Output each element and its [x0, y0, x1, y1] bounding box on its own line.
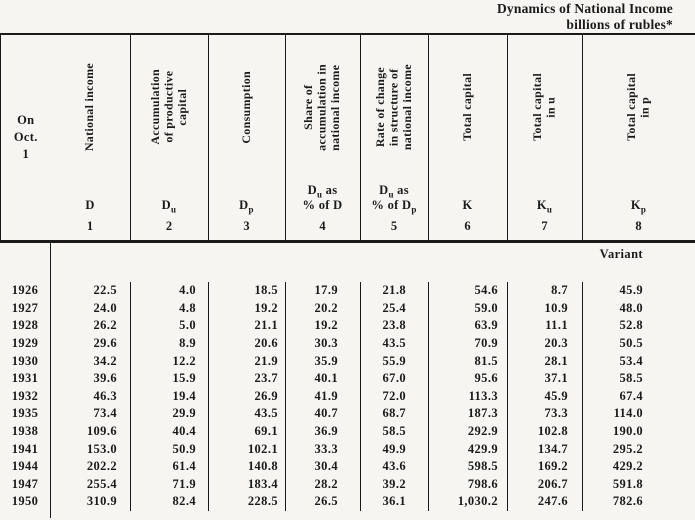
value-cell-col1: 26.2 [93, 318, 117, 333]
year-cell: 1927 [0, 300, 51, 318]
column-label [461, 73, 475, 141]
value-cell-col8: 295.2 [582, 440, 695, 458]
column-symbol-zone [583, 179, 695, 213]
value-cell-col8: 67.4 [582, 388, 695, 406]
column-label-line: National income [82, 62, 97, 152]
column-symbol-zone [361, 179, 428, 213]
column-symbol-line: % of $D_p$ [371, 198, 417, 215]
year-cell: 1950 [0, 493, 51, 511]
value-cell-col4: 26.5 [285, 493, 360, 511]
year-cell: 1935 [0, 405, 51, 423]
value-cell-col3: 21.1 [208, 317, 285, 335]
rotated-label-zone [51, 35, 130, 179]
column-label-line: Total capital [530, 73, 544, 141]
value-cell-col8: 52.8 [582, 317, 695, 335]
value-cell-col5: 67.0 [360, 370, 428, 388]
column-label-line: capital [174, 88, 189, 126]
column-symbol [537, 198, 552, 213]
value-cell-col3: 228.5 [208, 493, 285, 511]
value-cell-col1: 109.6 [86, 424, 117, 439]
variant-spacer [51, 243, 582, 282]
value-cell-col3: 26.9 [208, 388, 285, 406]
value-cell-col5: 23.8 [360, 317, 428, 335]
value-cell-col8: 190.0 [582, 423, 695, 441]
value-cell-col3: 140.8 [208, 458, 285, 476]
column-label-line: Total capital [459, 73, 474, 141]
value-cell-col1: 34.2 [93, 353, 117, 368]
value-cell-col6: 70.9 [428, 335, 507, 353]
year-cell: 1944 [0, 458, 51, 476]
value-cell-col2: 40.4 [130, 423, 208, 441]
table-header-row [0, 33, 695, 243]
column-symbol-line: $D_u$ as [307, 183, 338, 200]
column-symbol-zone [209, 179, 285, 213]
column-label-line: national income [328, 63, 343, 151]
row-header-line: On [17, 113, 35, 127]
value-cell-col6: 113.3 [428, 388, 507, 406]
year-cell: 1947 [0, 476, 51, 494]
column-label-line: in structure of [386, 68, 401, 146]
value-cell-col7: 206.7 [507, 476, 582, 494]
column-label [625, 73, 652, 141]
column-label-line: in p [637, 96, 652, 118]
value-cell-col4: 40.1 [285, 370, 360, 388]
value-cell-col2: 29.9 [130, 405, 208, 423]
value-cell-col7: 169.2 [507, 458, 582, 476]
value-cell-col8: 591.8 [582, 476, 695, 494]
title-line-1: Dynamics of National Income [496, 1, 673, 16]
column-number: 6 [464, 218, 471, 233]
table-row-1926 [0, 282, 695, 300]
value-cell-col7: 37.1 [507, 370, 582, 388]
column-number: 4 [319, 218, 326, 233]
column-header-5 [360, 35, 428, 240]
value-cell-col5: 21.8 [360, 282, 428, 300]
value-cell-col4: 30.3 [285, 335, 360, 353]
rotated-label-zone [131, 35, 208, 179]
value-cell-col8: 45.9 [582, 282, 695, 300]
table-row-1947 [0, 476, 695, 494]
column-symbol-line: $D_p$ [239, 198, 254, 215]
rotated-label-zone [209, 35, 285, 179]
value-cell-col2: 12.2 [130, 352, 208, 370]
column-label-line: Accumulation [147, 69, 162, 145]
variant-label: Variant [599, 247, 643, 261]
value-cell-col5: 58.5 [360, 423, 428, 441]
value-cell-col1: 153.0 [86, 441, 117, 456]
year-cell: 1926 [0, 282, 51, 300]
year-cell: 1931 [0, 370, 51, 388]
value-cell-col6: 798.6 [428, 476, 507, 494]
column-symbol [462, 198, 472, 213]
value-cell-col8: 58.5 [582, 370, 695, 388]
value-cell-col6: 187.3 [428, 405, 507, 423]
value-cell-col2: 61.4 [130, 458, 208, 476]
column-symbol-zone [429, 179, 507, 213]
value-cell-col3: 43.5 [208, 405, 285, 423]
table-title [497, 1, 673, 33]
value-cell-col1: 22.5 [93, 283, 117, 298]
value-cell-col8: 782.6 [582, 493, 695, 511]
column-number: 8 [635, 218, 642, 233]
value-cell-col2: 5.0 [130, 317, 208, 335]
value-cell-col3: 21.9 [208, 352, 285, 370]
column-number: 3 [243, 218, 250, 233]
table-row-1941 [0, 440, 695, 458]
value-cell-col7: 45.9 [507, 388, 582, 406]
value-cell-col3: 69.1 [208, 423, 285, 441]
value-cell-col6: 59.0 [428, 300, 507, 318]
row-header-line: 1 [22, 147, 30, 161]
value-cell-col6: 81.5 [428, 352, 507, 370]
column-header-3 [208, 35, 285, 240]
value-cell-col4: 28.2 [285, 476, 360, 494]
column-symbol-zone [131, 179, 208, 213]
column-number: 7 [541, 218, 548, 233]
column-header-1 [51, 35, 130, 240]
value-cell-col5: 43.6 [360, 458, 428, 476]
value-cell-col2: 50.9 [130, 440, 208, 458]
value-cell-col2: 4.0 [130, 282, 208, 300]
value-cell-col4: 41.9 [285, 388, 360, 406]
column-number: 5 [390, 218, 398, 233]
value-cell-col5: 72.0 [360, 388, 428, 406]
value-cell-col2: 71.9 [130, 476, 208, 494]
value-cell-col6: 54.6 [428, 282, 507, 300]
year-column-rule [0, 243, 51, 282]
column-symbol-line: $D_u$ [161, 198, 177, 215]
value-cell-col5: 49.9 [360, 440, 428, 458]
column-symbol-line: $K_u$ [536, 198, 553, 215]
value-cell-col7: 11.1 [507, 317, 582, 335]
column-symbol-line: K [462, 198, 473, 212]
column-header-4 [285, 35, 360, 240]
column-label [149, 69, 190, 145]
table-row-1950 [0, 493, 695, 511]
column-symbol [631, 198, 646, 213]
value-cell-col4: 19.2 [285, 317, 360, 335]
column-header-2 [130, 35, 208, 240]
value-cell-col1: 29.6 [93, 336, 117, 351]
value-cell-col1: 39.6 [93, 371, 117, 386]
column-symbol-zone [286, 179, 360, 213]
year-column-rule [0, 511, 51, 518]
value-cell-col4: 17.9 [285, 282, 360, 300]
value-cell-col7: 10.9 [507, 300, 582, 318]
rotated-label-zone [508, 35, 582, 179]
column-number: 2 [165, 218, 173, 233]
column-label [302, 64, 343, 151]
value-cell-col6: 1,030.2 [428, 493, 507, 511]
table-row-1938 [0, 423, 695, 441]
value-cell-col1: 310.9 [86, 494, 117, 509]
column-label [240, 71, 254, 144]
table-row-1927 [0, 300, 695, 318]
value-cell-col1: 46.3 [93, 388, 117, 403]
column-label-line: Share of [301, 84, 316, 130]
column-label-line: accumulation in [314, 63, 329, 151]
column-symbol [162, 198, 177, 213]
column-symbol-line: % of D [302, 198, 343, 212]
rotated-label-zone [583, 35, 695, 179]
value-cell-col8: 50.5 [582, 335, 695, 353]
value-cell-col3: 19.2 [208, 300, 285, 318]
value-cell-col3: 183.4 [208, 476, 285, 494]
year-cell: 1928 [0, 317, 51, 335]
value-cell-col7: 134.7 [507, 440, 582, 458]
value-cell-col5: 36.1 [360, 493, 428, 511]
table-row-1932 [0, 388, 695, 406]
year-cell: 1930 [0, 352, 51, 370]
value-cell-col6: 95.6 [428, 370, 507, 388]
value-cell-col5: 25.4 [360, 300, 428, 318]
column-header-8 [582, 35, 695, 240]
table-tail [0, 511, 695, 518]
column-label [374, 64, 415, 150]
value-cell-col5: 43.5 [360, 335, 428, 353]
row-header-line: Oct. [13, 130, 38, 144]
value-cell-col5: 68.7 [360, 405, 428, 423]
column-label [531, 73, 558, 141]
value-cell-col6: 598.5 [428, 458, 507, 476]
value-cell-col1: 24.0 [93, 300, 117, 315]
value-cell-col3: 18.5 [208, 282, 285, 300]
column-symbol-line: $D_u$ as [379, 183, 409, 200]
value-cell-col1: 73.4 [93, 406, 117, 421]
value-cell-col5: 39.2 [360, 476, 428, 494]
value-cell-col4: 20.2 [285, 300, 360, 318]
value-cell-col1: 255.4 [86, 476, 117, 491]
column-header-6 [428, 35, 507, 240]
column-label [83, 63, 97, 151]
value-cell-col6: 292.9 [428, 423, 507, 441]
value-cell-col1: 202.2 [86, 459, 117, 474]
value-cell-col3: 23.7 [208, 370, 285, 388]
column-symbol [239, 198, 254, 213]
value-cell-col3: 20.6 [208, 335, 285, 353]
column-label-line: Consumption [238, 70, 253, 144]
value-cell-col2: 19.4 [130, 388, 208, 406]
variant-row [0, 243, 695, 282]
value-cell-col2: 8.9 [130, 335, 208, 353]
rotated-label-zone [429, 35, 507, 179]
value-cell-col7: 247.6 [507, 493, 582, 511]
national-income-table [0, 33, 695, 518]
column-label-line: Total capital [624, 73, 638, 141]
value-cell-col4: 35.9 [285, 352, 360, 370]
column-symbol [85, 198, 94, 213]
value-cell-col6: 63.9 [428, 317, 507, 335]
column-symbol-zone [508, 179, 582, 213]
title-line-2: billions of rubles* [566, 17, 673, 32]
value-cell-col5: 55.9 [360, 352, 428, 370]
column-label-line: national income [399, 63, 414, 151]
value-cell-col7: 8.7 [507, 282, 582, 300]
value-cell-col7: 20.3 [507, 335, 582, 353]
column-label-line: of productive [161, 70, 176, 143]
column-symbol-zone [51, 179, 130, 213]
value-cell-col4: 36.9 [285, 423, 360, 441]
table-row-1929 [0, 335, 695, 353]
value-cell-col7: 73.3 [507, 405, 582, 423]
table-row-1935 [0, 405, 695, 423]
table-body [0, 282, 695, 511]
column-header-7 [507, 35, 582, 240]
column-label-line: in u [543, 96, 558, 118]
row-header-on-oct-1 [1, 35, 51, 240]
value-cell-col8: 48.0 [582, 300, 695, 318]
value-cell-col3: 102.1 [208, 440, 285, 458]
value-cell-col2: 15.9 [130, 370, 208, 388]
column-symbol-line: D [85, 198, 95, 212]
value-cell-col6: 429.9 [428, 440, 507, 458]
value-cell-col8: 53.4 [582, 352, 695, 370]
table-row-1944 [0, 458, 695, 476]
rotated-label-zone [286, 35, 360, 179]
value-cell-col7: 102.8 [507, 423, 582, 441]
column-symbol-line: $K_p$ [630, 198, 647, 215]
value-cell-col8: 429.2 [582, 458, 695, 476]
table-row-1928 [0, 317, 695, 335]
value-cell-col4: 30.4 [285, 458, 360, 476]
year-cell: 1929 [0, 335, 51, 353]
year-cell: 1941 [0, 440, 51, 458]
column-symbol [371, 183, 416, 213]
value-cell-col2: 4.8 [130, 300, 208, 318]
value-cell-col4: 40.7 [285, 405, 360, 423]
value-cell-col2: 82.4 [130, 493, 208, 511]
value-cell-col7: 28.1 [507, 352, 582, 370]
table-row-1931 [0, 370, 695, 388]
year-cell: 1938 [0, 423, 51, 441]
value-cell-col8: 114.0 [582, 405, 695, 423]
table-row-1930 [0, 352, 695, 370]
value-cell-col4: 33.3 [285, 440, 360, 458]
rotated-label-zone [361, 35, 428, 179]
column-label-line: Rate of change [372, 66, 387, 148]
column-symbol [303, 183, 343, 213]
column-number: 1 [86, 218, 94, 233]
year-cell: 1932 [0, 388, 51, 406]
